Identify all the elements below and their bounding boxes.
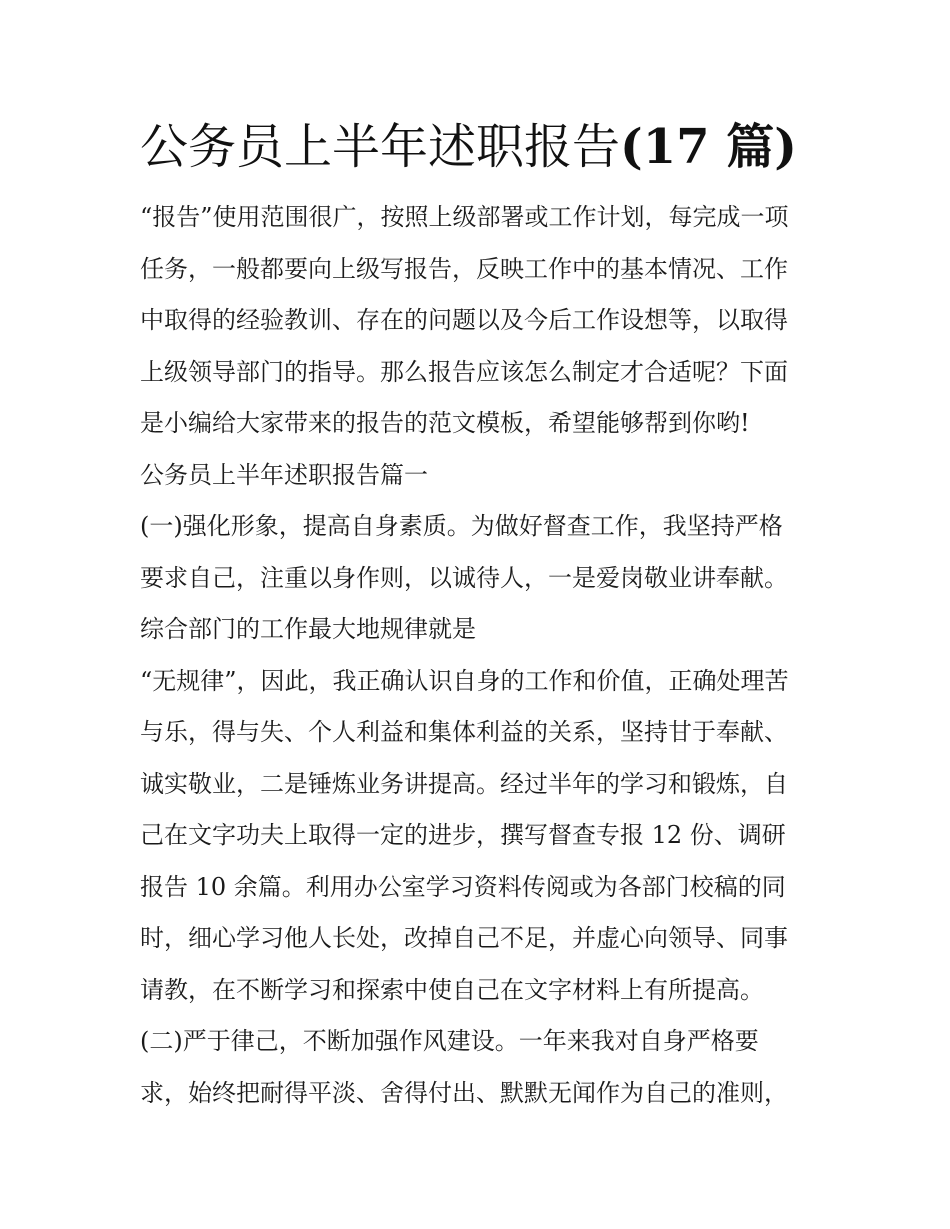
body-line: 报告 10 余篇。利用办公室学习资料传阅或为各部门校稿的同 bbox=[140, 872, 786, 901]
body-line: (一)强化形象，提高自身素质。为做好督查工作，我坚持严格 bbox=[140, 512, 783, 540]
body-line: 任务，一般都要向上级写报告，反映工作中的基本情况、工作 bbox=[140, 254, 788, 283]
body-line: 中取得的经验教训、存在的问题以及今后工作设想等，以取得 bbox=[140, 306, 788, 334]
body-line: “报告”使用范围很广，按照上级部署或工作计划，每完成一项 bbox=[140, 203, 789, 231]
section-heading: 公务员上半年述职报告篇一 bbox=[140, 460, 428, 489]
document-body bbox=[140, 192, 820, 1119]
body-line: “无规律”，因此，我正确认识自身的工作和价值，正确处理苦 bbox=[140, 666, 789, 695]
body-line: 己在文字功夫上取得一定的进步，撰写督查专报 12 份、调研 bbox=[140, 821, 786, 849]
body-line: 要求自己，注重以身作则，以诚待人，一是爱岗敬业讲奉献。 bbox=[140, 563, 788, 592]
body-line: (二)严于律己，不断加强作风建设。一年来我对自身严格要 bbox=[140, 1027, 759, 1055]
body-line: 上级领导部门的指导。那么报告应该怎么制定才合适呢？下面 bbox=[140, 357, 788, 386]
body-line: 诚实敬业，二是锤炼业务讲提高。经过半年的学习和锻炼，自 bbox=[140, 769, 788, 798]
document-title bbox=[140, 112, 840, 182]
title-count: (17 篇) bbox=[620, 119, 797, 175]
body-line: 时，细心学习他人长处，改掉自己不足，并虚心向领导、同事 bbox=[140, 924, 788, 952]
body-line: 与乐，得与失、个人利益和集体利益的关系，坚持甘于奉献、 bbox=[140, 718, 788, 746]
title-main: 公务员上半年述职报告 bbox=[140, 119, 621, 175]
body-line: 请教，在不断学习和探索中使自己在文字材料上有所提高。 bbox=[140, 975, 764, 1004]
body-line: 是小编给大家带来的报告的范文模板，希望能够帮到你哟! bbox=[140, 409, 750, 437]
body-line: 综合部门的工作最大地规律就是 bbox=[140, 615, 476, 643]
body-line: 求，始终把耐得平淡、舍得付出、默默无闻作为自己的准则， bbox=[140, 1078, 788, 1107]
